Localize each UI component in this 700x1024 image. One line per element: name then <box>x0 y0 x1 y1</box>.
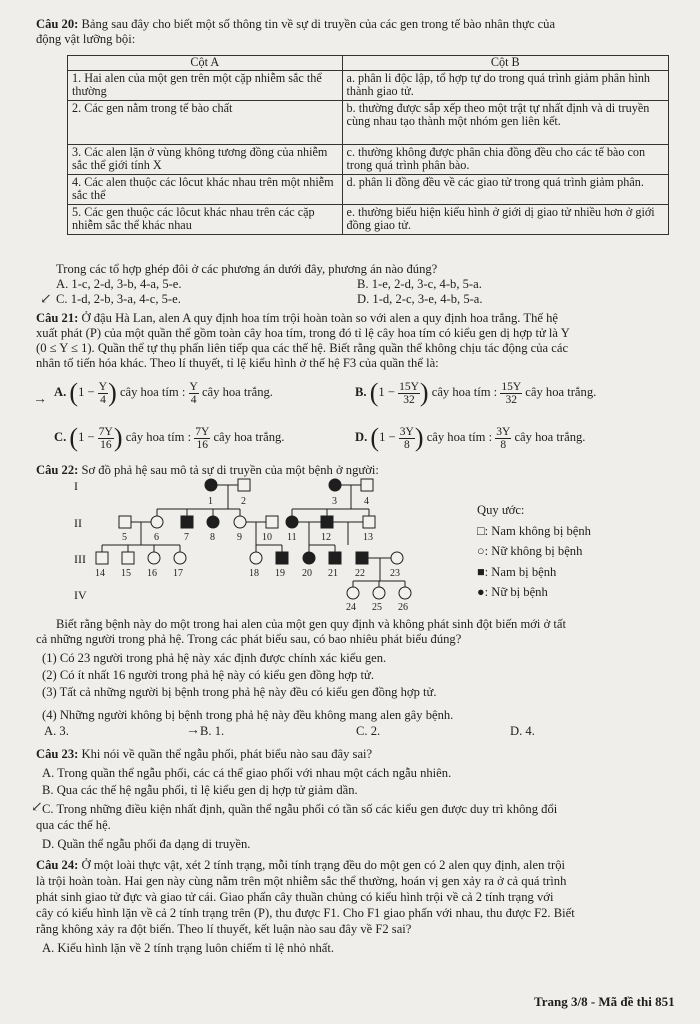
q24-label: Câu 24: <box>36 858 79 872</box>
row-5-a: 5. Các gen thuộc các lôcut khác nhau trên các cặp nhiễm sắc thể khác nhau <box>68 204 343 234</box>
q24-text-1: Ở một loài thực vật, xét 2 tính trạng, mỗi tính trạng đều do một gen có 2 alen quy định, alen trội <box>81 858 566 872</box>
svg-text:8: 8 <box>210 532 215 543</box>
row-5-b: e. thường biểu hiện kiểu hình ở giới dị giao tử nhiều hơn ở giới đồng giao tử. <box>342 204 668 234</box>
svg-text:18: 18 <box>249 568 259 579</box>
svg-text:14: 14 <box>95 568 105 579</box>
q20-option-d[interactable]: D. 1-d, 2-c, 3-e, 4-b, 5-a. <box>357 292 483 306</box>
row-4-a: 4. Các alen thuộc các lôcut khác nhau trên một nhiễm sắc thể <box>68 174 343 204</box>
pen-mark: ↙ <box>40 292 52 307</box>
person-14-male <box>96 552 108 564</box>
q23-stem: Khi nói về quần thể ngẫu phối, phát biểu nào sau đây sai? <box>81 747 373 761</box>
legend-title: Quy ước: <box>477 503 525 517</box>
row-3-b: c. thường không được phân chia đồng đều cho các tế bào con trong quá trình phân bào. <box>342 144 668 174</box>
q20-option-a[interactable]: A. 1-c, 2-d, 3-b, 4-a, 5-e. <box>56 277 182 291</box>
person-22-affected-male <box>356 552 368 564</box>
svg-text:23: 23 <box>390 568 400 579</box>
person-24-female <box>347 587 359 599</box>
person-2-male <box>238 479 250 491</box>
q22-statement-3: (3) Tất cả những người bị bệnh trong phả hệ này đều có kiểu gen đồng hợp tử. <box>42 685 437 699</box>
svg-text:19: 19 <box>275 568 285 579</box>
svg-text:24: 24 <box>346 602 356 613</box>
q24-line1 <box>36 858 565 873</box>
q22-option-c[interactable]: C. 2. <box>356 724 381 738</box>
person-11-affected-female <box>286 516 298 528</box>
row-3-a: 3. Các alen lặn ở vùng không tương đồng của nhiễm sắc thể giới tính X <box>68 144 343 174</box>
pedigree-chart <box>50 475 430 615</box>
q23-label: Câu 23: <box>36 747 79 761</box>
q20-line1 <box>36 17 555 32</box>
person-23-female <box>391 552 403 564</box>
q23-option-c-cont: qua các thế hệ. <box>36 818 111 832</box>
fraction: $\frac{3Y}{8}$ <box>399 425 414 451</box>
q21-option-c[interactable]: C. (1 − $\frac{7Y}{16}$ ) cây hoa tím : $\frac{7Y}{16}$ cây hoa trắng. <box>54 423 285 452</box>
person-26-female <box>399 587 411 599</box>
person-6-female <box>151 516 163 528</box>
person-15-male <box>122 552 134 564</box>
fraction: $\frac{15Y}{32}$ <box>399 380 419 406</box>
q21-label: Câu 21: <box>36 311 79 325</box>
col-b-header: Cột B <box>342 56 668 71</box>
row-1-b: a. phân li độc lập, tổ hợp tự do trong quá trình giảm phân hình thành giao tử. <box>342 70 668 100</box>
page-footer: Trang 3/8 - Mã đề thi 851 <box>534 994 675 1009</box>
person-25-female <box>373 587 385 599</box>
person-7-affected-male <box>181 516 193 528</box>
fraction: $\frac{Y}{4}$ <box>98 380 108 406</box>
person-4-male <box>361 479 373 491</box>
col-a-header: Cột A <box>68 56 343 71</box>
q22-option-b[interactable]: B. 1. <box>200 724 225 738</box>
person-13-male <box>363 516 375 528</box>
gen-label-1: I <box>74 479 78 493</box>
pen-mark: ↙ <box>31 800 43 815</box>
svg-text:25: 25 <box>372 602 382 613</box>
svg-text:10: 10 <box>262 532 272 543</box>
person-5-male <box>119 516 131 528</box>
fraction: $\frac{3Y}{8}$ <box>496 425 511 451</box>
person-3-affected-female <box>329 479 341 491</box>
q24-line4: cây có kiểu hình lặn về cả 2 tính trạng trên (P), thu được F1. Cho F1 giao phấn với nhau, thu được F2. Biết <box>36 906 575 920</box>
svg-text:22: 22 <box>355 568 365 579</box>
q21-line2: xuất phát (P) của một quần thể gồm toàn cây hoa tím, trong đó tỉ lệ cây hoa tím có kiểu gen dị hợp tử là Y <box>36 326 570 340</box>
gen-label-2: II <box>74 516 82 530</box>
q23-option-c[interactable]: C. Trong những điều kiện nhất định, quần thể ngẫu phối có tần số các kiểu gen được duy trì không đổi <box>42 802 558 816</box>
q23-line1 <box>36 747 372 762</box>
legend-male-normal: □: Nam không bị bệnh <box>477 523 591 538</box>
svg-text:4: 4 <box>364 496 369 507</box>
fraction: $\frac{Y}{4}$ <box>189 380 198 406</box>
row-2-a: 2. Các gen nằm trong tế bào chất <box>68 100 343 144</box>
svg-text:1: 1 <box>208 496 213 507</box>
q20-label: Câu 20: <box>36 17 79 31</box>
q22-para2: cả những người trong phả hệ. Trong các phát biểu sau, có bao nhiêu phát biểu đúng? <box>36 632 462 646</box>
legend-male-affected: ■: Nam bị bệnh <box>477 564 557 579</box>
svg-text:26: 26 <box>398 602 408 613</box>
svg-text:5: 5 <box>122 532 127 543</box>
svg-text:20: 20 <box>302 568 312 579</box>
svg-text:9: 9 <box>237 532 242 543</box>
q24-line5: rằng không xảy ra đột biến. Theo lí thuyết, kết luận nào sau đây về F2 sai? <box>36 922 412 936</box>
person-19-affected-male <box>276 552 288 564</box>
q21-line1 <box>36 311 558 326</box>
q20-line2: động vật lưỡng bội: <box>36 32 136 46</box>
person-18-female <box>250 552 262 564</box>
q20-stem-1: Bảng sau đây cho biết một số thông tin về sự di truyền của các gen trong tế bào nhân thực của <box>81 17 556 31</box>
row-4-b: d. phân li đồng đều về các giao tử trong quá trình giảm phân. <box>342 174 668 204</box>
pen-mark: → <box>186 723 200 738</box>
q23-option-b[interactable]: B. Qua các thế hệ ngẫu phối, tỉ lệ kiểu gen dị hợp tử giảm dần. <box>42 783 358 797</box>
q21-text-1: Ở đậu Hà Lan, alen A quy định hoa tím trội hoàn toàn so với alen a quy định hoa trắng. Thế hệ <box>81 311 558 325</box>
q22-option-a[interactable]: A. 3. <box>44 724 69 738</box>
q21-option-a[interactable]: A. (1 − $\frac{Y}{4}$ ) cây hoa tím : $\frac{Y}{4}$ cây hoa trắng. <box>54 378 273 407</box>
person-8-affected-female <box>207 516 219 528</box>
q22-statement-4: (4) Những người không bị bệnh trong phả hệ này đều không mang alen gây bệnh. <box>42 708 454 722</box>
person-12-affected-male <box>321 516 333 528</box>
q21-option-b[interactable]: B. (1 − $\frac{15Y}{32}$ ) cây hoa tím : $\frac{15Y}{32}$ cây hoa trắng. <box>355 378 597 407</box>
person-10-male <box>266 516 278 528</box>
q20-option-b[interactable]: B. 1-e, 2-d, 3-c, 4-b, 5-a. <box>357 277 482 291</box>
q24-option-a[interactable]: A. Kiểu hình lặn về 2 tính trạng luôn chiếm tỉ lệ nhỏ nhất. <box>42 941 335 955</box>
q22-label: Câu 22: <box>36 463 79 477</box>
q22-statement-2: (2) Có ít nhất 16 người trong phả hệ này có kiểu gen đồng hợp tử. <box>42 668 374 682</box>
q22-option-d[interactable]: D. 4. <box>510 724 535 738</box>
q21-line4: nhân tố tiến hóa khác. Theo lí thuyết, tỉ lệ kiểu hình ở thế hệ F3 của quần thể là: <box>36 356 439 370</box>
q21-line3: (0 ≤ Y ≤ 1). Quần thể tự thụ phấn liên tiếp qua các thế hệ. Biết rằng quần thể không chịu tác động của các <box>36 341 569 355</box>
gen-label-3: III <box>74 552 86 566</box>
person-16-female <box>148 552 160 564</box>
svg-text:6: 6 <box>154 532 159 543</box>
svg-text:3: 3 <box>332 496 337 507</box>
svg-text:11: 11 <box>287 532 297 543</box>
person-20-affected-female <box>303 552 315 564</box>
q22-stem: Sơ đồ phả hệ sau mô tả sự di truyền của một bệnh ở người: <box>81 463 379 477</box>
fraction: $\frac{15Y}{32}$ <box>501 380 522 406</box>
q20-option-c[interactable]: C. 1-d, 2-b, 3-a, 4-c, 5-e. <box>56 292 181 306</box>
pedigree-legend <box>477 500 591 603</box>
q20-question: Trong các tổ hợp ghép đôi ở các phương án dưới đây, phương án nào đúng? <box>56 262 438 276</box>
svg-text:12: 12 <box>321 532 331 543</box>
q22-statement-1: (1) Có 23 người trong phả hệ này xác định được chính xác kiểu gen. <box>42 651 387 665</box>
legend-female-normal: ○: Nữ không bị bệnh <box>477 544 583 558</box>
pen-mark: → <box>33 392 47 407</box>
q23-option-a[interactable]: A. Trong quần thể ngẫu phối, các cá thể giao phối với nhau một cách ngẫu nhiên. <box>42 766 452 780</box>
fraction: $\frac{7Y}{16}$ <box>195 425 210 451</box>
generation-labels <box>74 479 87 602</box>
svg-text:15: 15 <box>121 568 131 579</box>
person-17-female <box>174 552 186 564</box>
fraction: $\frac{7Y}{16}$ <box>98 425 113 451</box>
q24-line2: là trội hoàn toàn. Hai gen này cùng nằm trên một nhiễm sắc thể thường, hoán vị gen xảy ra ở cả quá trình <box>36 874 567 888</box>
row-2-b: b. thường được sắp xếp theo một trật tự nhất định và di truyền cùng nhau tạo thành một nhóm gen liên kết. <box>342 100 668 144</box>
person-21-affected-male <box>329 552 341 564</box>
svg-text:2: 2 <box>241 496 246 507</box>
svg-text:7: 7 <box>184 532 189 543</box>
legend-female-affected: ●: Nữ bị bệnh <box>477 585 548 599</box>
person-9-female <box>234 516 246 528</box>
gen-label-4: IV <box>74 588 87 602</box>
person-1-affected-female <box>205 479 217 491</box>
svg-text:13: 13 <box>363 532 373 543</box>
q23-option-d[interactable]: D. Quần thể ngẫu phối đa dạng di truyền. <box>42 837 251 851</box>
matching-table <box>67 55 669 235</box>
q21-option-d[interactable]: D. (1 − $\frac{3Y}{8}$ ) cây hoa tím : $\frac{3Y}{8}$ cây hoa trắng. <box>355 423 586 452</box>
svg-text:16: 16 <box>147 568 157 579</box>
q24-line3: phát sinh giao tử đực và giao tử cái. Giao phấn cây thuần chủng có kiểu hình trội về cả 2 tính trạng với <box>36 890 554 904</box>
row-1-a: 1. Hai alen của một gen trên một cặp nhiễm sắc thể thường <box>68 70 343 100</box>
q22-para1: Biết rằng bệnh này do một trong hai alen của một gen quy định và không phát sinh đột biến mới ở tất <box>56 617 566 631</box>
svg-text:17: 17 <box>173 568 183 579</box>
svg-text:21: 21 <box>328 568 338 579</box>
